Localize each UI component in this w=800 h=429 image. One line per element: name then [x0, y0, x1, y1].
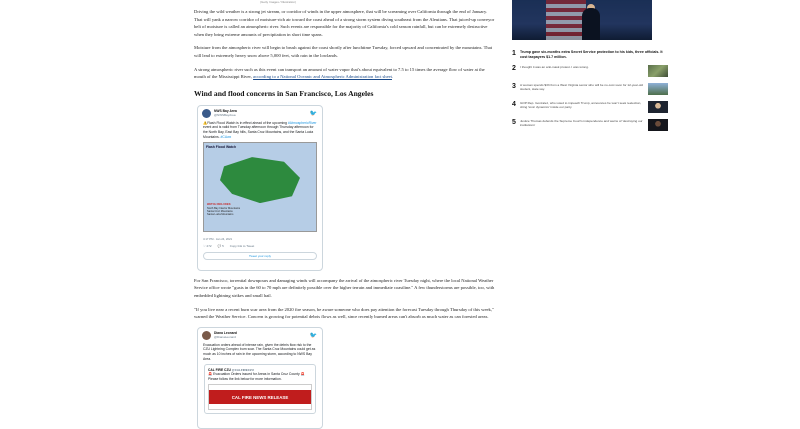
headline-link[interactable]: Trump gave six-months extra Secret Service protection to his kids, three officials. It cost taxpayers $1.7 million.: [520, 50, 663, 59]
reply-count[interactable]: 💬 5: [217, 244, 224, 249]
flood-watch-map-image[interactable]: [203, 142, 317, 232]
headline-link[interactable]: I thought it was an anti-mask protest. I was wrong.: [520, 65, 589, 69]
list-item[interactable]: [512, 65, 668, 77]
rank-number: 1: [512, 50, 516, 57]
article-body: [194, 8, 496, 429]
paragraph-3-end: .: [391, 74, 394, 80]
flag-graphic: [546, 0, 586, 40]
avatar[interactable]: [202, 109, 211, 118]
thumbnail-image[interactable]: [648, 65, 668, 77]
list-item[interactable]: [512, 50, 668, 59]
paragraph-3-text: A strong atmospheric river such as this event can transport an amount of water vapor that's about equivalent to 7.5 to 15 times the average flow of water at the mouth of the Mississippi River,: [194, 66, 485, 80]
paragraph-1: Driving the wild weather is a strong jet stream, or corridor of winds in the upper atmosphere, that will be screaming over California through the end of January. That will yank a narrow corridor of moisture-rich air toward the coast ahead of a strong storm system diving southeast from the Aleutians. That juiced-up conveyor belt of moisture is called an atmospheric river. Such events are responsible for the majority of California's cold season rainfall, but can be extremely destructive when they bring extreme amounts of precipitation in short time spans.: [194, 9, 495, 37]
thumbnail-image[interactable]: [648, 119, 668, 131]
tweet-reply-button[interactable]: Tweet your reply: [203, 252, 317, 260]
like-count[interactable]: ♡ 272: [203, 244, 212, 249]
tweet-timestamp[interactable]: 4:17 PM · Jan 24, 2021: [203, 237, 233, 242]
thumbnail-image[interactable]: [648, 101, 668, 113]
paragraph-5: "If you live near a recent burn scar area from the 2020 fire season, be aware someone who does pay attention the forecast Tuesday through Thursday of this week," warned the Weather Service. Concern is growing for potential debris flows as well, since recently burned areas can't absorb as much water as can forested areas.: [194, 306, 494, 320]
most-read-hero-image[interactable]: [512, 0, 652, 40]
map-legend: WATCH INCLUDES: North Bay Interior Mountains Santa Cruz Mountains Santa Lucia Mountains: [207, 203, 241, 217]
news-release-banner: CAL FIRE NEWS RELEASE: [209, 390, 311, 404]
avatar[interactable]: [202, 331, 211, 340]
embedded-tweet-leonard[interactable]: [197, 327, 323, 429]
paragraph-4: For San Francisco, torrential downpours and damaging winds will accompany the arrival of the atmospheric river Tuesday night, where the local National Weather Service office wrote "gusts in the 60 to 70 mph are definitely possible over the higher terrain and immediate coastline." A few thunderstorms are possible, too, with embedded lightning strikes and small hail.: [194, 277, 495, 298]
rank-number: 5: [512, 119, 516, 126]
noaa-link[interactable]: according to a National Oceanic and Atmospheric Administration fact sheet: [253, 74, 392, 80]
tweet-author-handle[interactable]: @NWSBayArea: [214, 113, 236, 118]
rank-number: 2: [512, 65, 516, 72]
tweet-text: Evacuation orders ahead of intense rain, given the debris flow risk to the CZU Lightning Complex burn scar. The Santa Cruz Mountains could get as much as 10 inches of rain in the upcoming storm, according to NWS Bay Area.: [203, 342, 316, 361]
quoted-author-name: CAL FIRE CZU @CALFIRECZU: [208, 368, 254, 373]
most-read-list: [512, 50, 668, 137]
headline-link[interactable]: A woman spends $33 from a West Virginia senior who will be no-cost soon for 12-year-old student, state say.: [520, 83, 644, 92]
list-item[interactable]: [512, 83, 668, 95]
tweet-header: [198, 106, 322, 121]
twitter-bird-icon[interactable]: 🐦: [309, 110, 317, 117]
tweet-text: ⚠️Flash Flood Watch is in effect ahead of the upcoming #AtmosphericRiver event and is valid from Tuesday afternoon through Thursday afternoon for the North Bay, East Bay hills, Santa Cruz Mountains, and the Santa Lucia Mountains. #CAwx: [203, 120, 317, 139]
flood-watch-area: [220, 157, 300, 203]
quoted-tweet[interactable]: [204, 364, 316, 414]
hashtag-link[interactable]: #AtmosphericRiver: [287, 120, 317, 125]
embedded-tweet-nws[interactable]: [197, 105, 323, 271]
tweet-author-name[interactable]: NWS Bay Area: [214, 109, 237, 114]
quoted-text: 🚨 Evacuation Orders issued for Areas in Santa Cruz County 🚨 Please follow the link below for more information.: [208, 372, 305, 381]
paragraph-2: Moisture from the atmospheric river will begin to brush against the coast shortly after lunchtime Tuesday, forced upward and concentrated by the mountains. That will lead to extremely heavy snow above 5,000 feet, with rain in the lowlands.: [194, 45, 493, 58]
headline-link[interactable]: GOP Rep. Gonzalez, who voted to impeach Trump, announces he won't seek reelection, citing 'toxic dynamics' inside our party.: [520, 101, 642, 110]
headline-link[interactable]: Justice Thomas defends the Supreme Court's independence and warns of 'destroying our institutions': [520, 119, 643, 128]
person-figure: [582, 8, 600, 40]
copy-link[interactable]: Copy link to Tweet: [229, 244, 255, 249]
hashtag-link[interactable]: #CAwx: [220, 134, 232, 139]
rank-number: 4: [512, 101, 516, 108]
section-heading: Wind and flood concerns in San Francisco, Los Angeles: [194, 88, 374, 98]
twitter-bird-icon[interactable]: 🐦: [309, 332, 317, 339]
list-item[interactable]: [512, 101, 668, 113]
thumbnail-image[interactable]: [648, 83, 668, 95]
tweet-author-name[interactable]: Diana Leonard: [214, 331, 237, 336]
tweet-author-handle[interactable]: @DianaLeonard: [214, 335, 236, 340]
tweet-actions: [198, 243, 322, 249]
map-title: Flash Flood Watch: [206, 145, 237, 150]
list-item[interactable]: [512, 119, 668, 131]
quoted-image[interactable]: [208, 384, 312, 410]
photo-caption: (Getty Images / Illustration): [260, 0, 297, 4]
rank-number: 3: [512, 83, 516, 90]
tweet-header: [198, 328, 322, 343]
paragraph-3: [194, 66, 496, 81]
